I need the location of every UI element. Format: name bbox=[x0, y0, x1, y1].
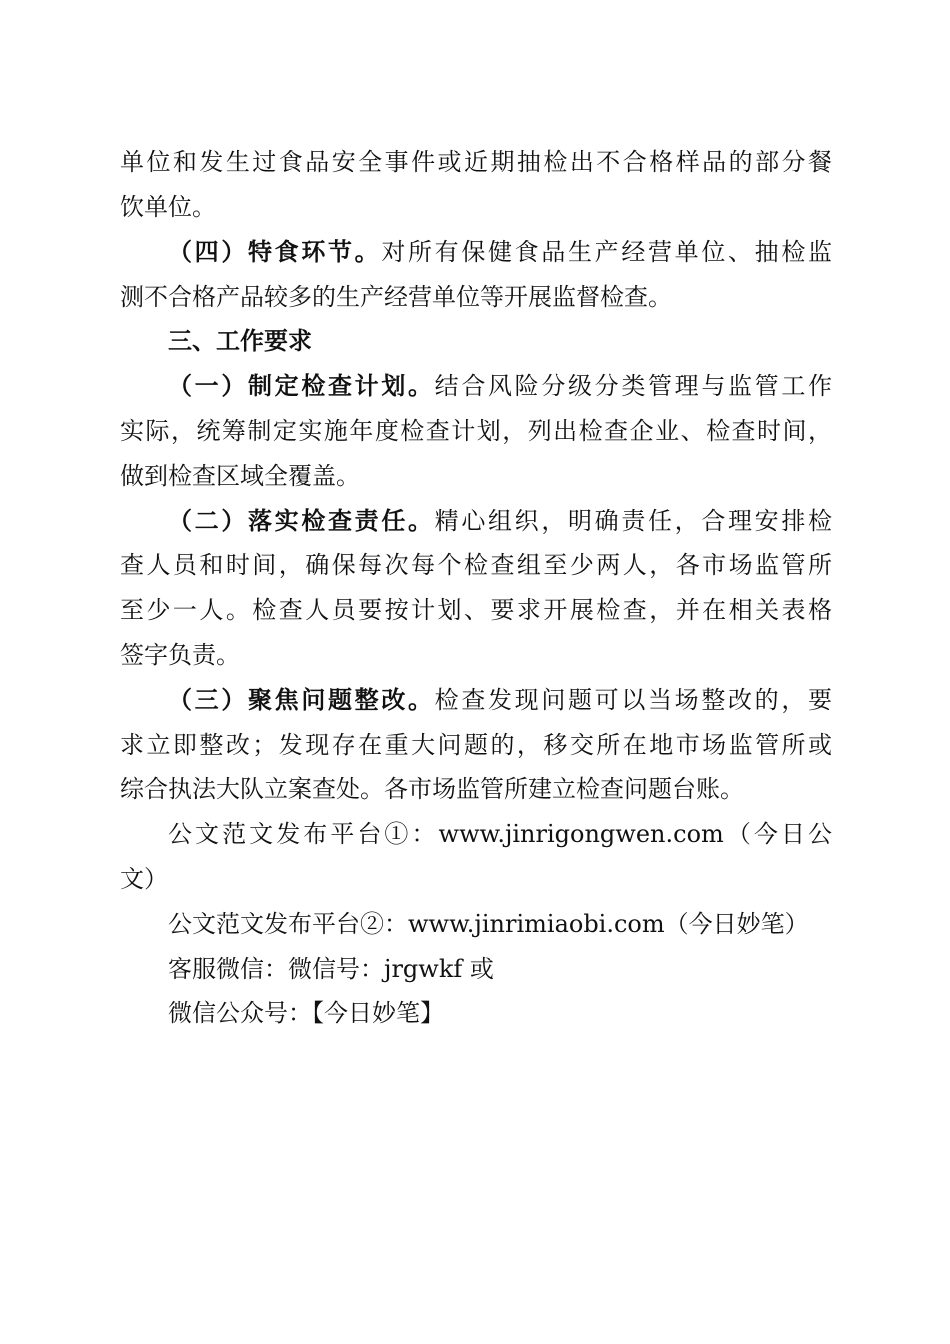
paragraph-heading: （四）特食环节。 bbox=[168, 237, 382, 266]
paragraph-line: 单位和发生过食品安全事件或近期抽检出不合格样品的部分餐 bbox=[120, 148, 832, 176]
paragraph-text: 检查发现问题可以当场整改的，要 bbox=[434, 686, 833, 714]
paragraph-line: 求立即整改；发现存在重大问题的，移交所在地市场监管所或 bbox=[120, 731, 832, 759]
paragraph-line: 实际，统筹制定实施年度检查计划，列出检查企业、检查时间， bbox=[120, 417, 832, 445]
platform-line: 文） bbox=[120, 865, 168, 893]
paragraph-line bbox=[168, 366, 832, 406]
paragraph-heading: （三）聚焦问题整改。 bbox=[168, 685, 435, 714]
paragraph-heading: （一）制定检查计划。 bbox=[168, 371, 435, 400]
service-line: 客服微信：微信号：jrgwkf 或 bbox=[168, 955, 494, 983]
paragraph-line: 饮单位。 bbox=[120, 193, 216, 221]
paragraph-heading: （二）落实检查责任。 bbox=[168, 506, 435, 535]
paragraph-line bbox=[168, 501, 832, 541]
paragraph-line: 至少一人。检查人员要按计划、要求开展检查，并在相关表格 bbox=[120, 596, 832, 624]
paragraph-line: 综合执法大队立案查处。各市场监管所建立检查问题台账。 bbox=[120, 775, 744, 803]
paragraph-text: 结合风险分级分类管理与监管工作 bbox=[434, 372, 833, 400]
section-title: 三、工作要求 bbox=[168, 326, 312, 355]
paragraph-line: 查人员和时间，确保每次每个检查组至少两人，各市场监管所 bbox=[120, 551, 832, 579]
platform-line: 公文范文发布平台②：www.jinrimiaobi.com（今日妙笔） bbox=[168, 910, 809, 938]
paragraph-line: 测不合格产品较多的生产经营单位等开展监督检查。 bbox=[120, 283, 672, 311]
paragraph-line bbox=[168, 680, 832, 720]
official-account-line: 微信公众号：【今日妙笔】 bbox=[168, 999, 444, 1027]
paragraph-text: 精心组织，明确责任，合理安排检 bbox=[434, 507, 833, 535]
paragraph-line: 签字负责。 bbox=[120, 641, 240, 669]
platform-line: 公文范文发布平台①：www.jinrigongwen.com（今日公 bbox=[168, 820, 832, 848]
paragraph-line: 做到检查区域全覆盖。 bbox=[120, 462, 360, 490]
paragraph-line bbox=[168, 232, 832, 272]
paragraph-text: 对所有保健食品生产经营单位、抽检监 bbox=[381, 238, 833, 266]
